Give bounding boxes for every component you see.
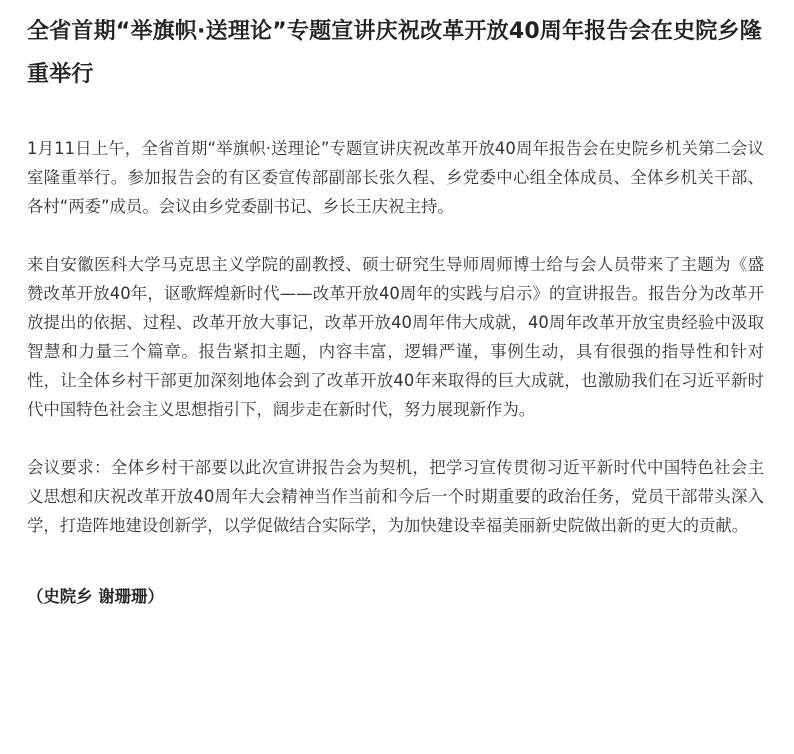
paragraph-lecture-content: 来自安徽医科大学马克思主义学院的副教授、硕士研究生导师周师博士给与会人员带来了主题为《盛赞改革开放40年，讴歌辉煌新时代——改革开放40周年的实践与启示》的宣讲报告。报告分为改革开放提出的依据、过程、改革开放大事记，改革开放40周年伟大成就，40周年改革开放宝贵经验中汲取智慧和力量三个篇章。报告紧扣主题，内容丰富，逻辑严谨，事例生动，具有很强的指导性和针对性，让全体乡村干部更加深刻地体会到了改革开放40年来取得的巨大成就，也激励我们在习近平新时代中国特色社会主义思想指引下，阔步走在新时代，努力展现新作为。	[27, 255, 764, 419]
paragraph-meeting-requirements: 会议要求：全体乡村干部要以此次宣讲报告会为契机，把学习宣传贯彻习近平新时代中国特色社会主义思想和庆祝改革开放40周年大会精神当作当前和今后一个时期重要的政治任务，党员干部带头深入学，打造阵地建设创新学，以学促做结合实际学，为加快建设幸福美丽新史院做出新的更大的贡献。	[27, 458, 764, 535]
article-title: 全省首期“举旗帜·送理论”专题宣讲庆祝改革开放40周年报告会在史院乡隆重举行	[27, 19, 762, 87]
author-byline: （史院乡 谢珊珊）	[27, 587, 164, 606]
paragraph-meeting-intro: 1月11日上午，全省首期“举旗帜·送理论”专题宣讲庆祝改革开放40周年报告会在史院乡机关第二会议室隆重举行。参加报告会的有区委宣传部副部长张久程、乡党委中心组全体成员、全体乡机关干部、各村“两委”成员。会议由乡党委副书记、乡长王庆祝主持。	[27, 139, 764, 216]
